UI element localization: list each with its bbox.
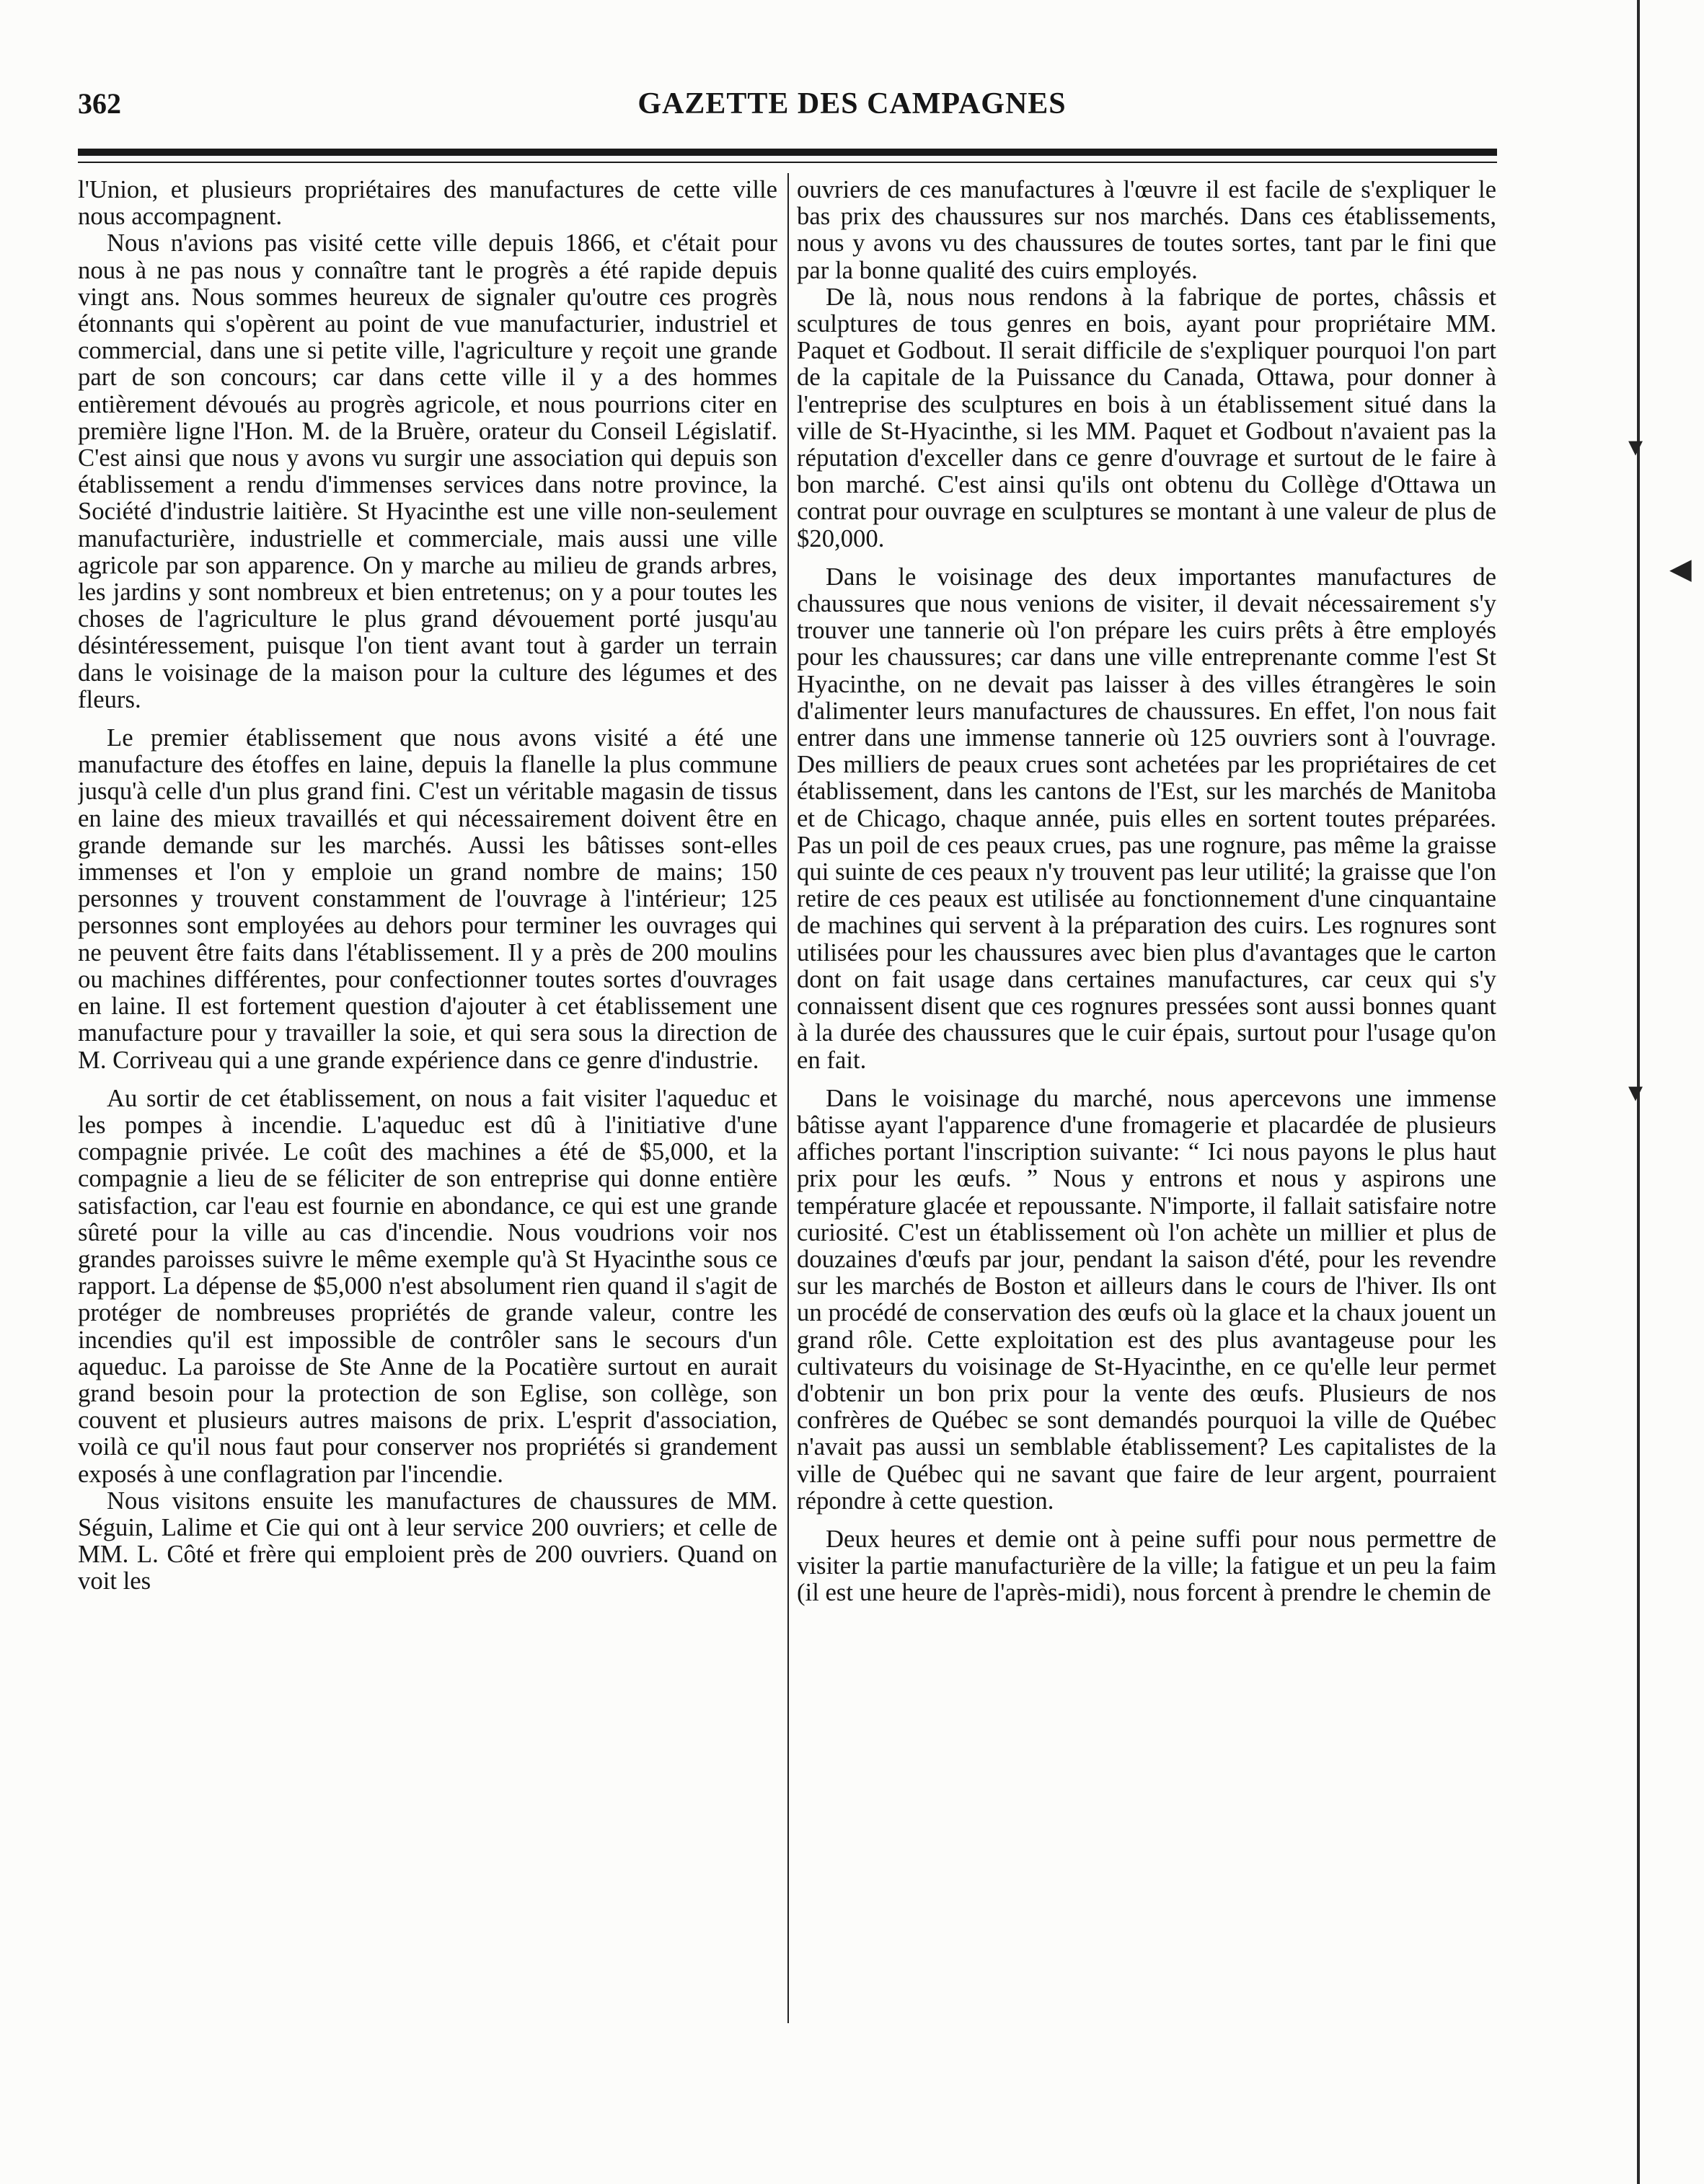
paragraph: Deux heures et demie ont à peine suffi pour nous permettre de visiter la partie manufacturière de la ville; la fatigue et un peu la faim (il est une heure de l'après-midi), nous forcent à prendre le chemin de [797, 1524, 1496, 1607]
paragraph: Dans le voisinage du marché, nous apercevons une immense bâtisse ayant l'apparence d'une fromagerie et placardée de plusieurs affiches portant l'inscription suivante: “ Ici nous payons le plus haut prix pour les œufs. ” Nous y entrons et nous y aspirons une température glacée et repoussante. N'importe, il fallait satisfaire notre curiosité. C'est un établissement où l'on achète un millier et plus de douzaines d'œufs par jour, pendant la saison d'été, pour les revendre sur les marchés de Boston et ailleurs dans le cours de l'hiver. Ils ont un procédé de conservation des œufs où la glace et la chaux jouent un grand rôle. Cette exploitation est des plus avantageuse pour les cultivateurs du voisinage de St-Hyacinthe, en ce qu'elle leur permet d'obtenir un bon prix pour la vente des œufs. Plusieurs de nos confrères de Québec se sont demandés pourquoi la ville de Québec n'avait pas aussi un semblable établissement? Les capitalistes de la ville de Québec qui ne savant que faire de leur argent, pourraient répondre à cette question. [797, 1083, 1496, 1515]
paragraph: Nous n'avions pas visité cette ville depuis 1866, et c'était pour nous à ne pas nous y connaître tant le progrès a été rapide depuis vingt ans. Nous sommes heureux de signaler qu'outre ces progrès étonnants qui s'opèrent au point de vue manufacturier, industriel et commercial, dans une si petite ville, l'agriculture y reçoit une grande part de son concours; car dans cette ville il y a des hommes entièrement dévoués au progrès agricole, et nous pourrions citer en première ligne l'Hon. M. de la Bruère, orateur du Conseil Législatif. C'est ainsi que nous y avons vu surgir une association qui depuis son établissement a rendu d'immenses services dans notre province, la Société d'industrie laitière. St Hyacinthe est une ville non-seulement manufacturière, industrielle et commerciale, mais aussi une ville agricole par son apparence. On y marche au milieu de grands arbres, les jardins y sont nombreux et bien entretenus; on y a pour toutes les choses de l'agriculture le plus grand dévouement porté jusqu'au désintéressement, puisque l'on tient avant tout à garder un terrain dans le voisinage de la maison pour la culture des légumes et des fleurs. [78, 229, 777, 713]
left-column [78, 176, 777, 2051]
paragraph: ouvriers de ces manufactures à l'œuvre il est facile de s'expliquer le bas prix des chaussures sur nos marchés. Dans ces établissements, nous y avons vu des chaussures de toutes sortes, tant par le fini que par la bonne qualité des cuirs employés. [797, 176, 1496, 284]
running-title: GAZETTE DES CAMPAGNES [637, 87, 1067, 120]
page-number: 362 [78, 87, 121, 120]
paragraph: l'Union, et plusieurs propriétaires des manufactures de cette ville nous accompagnent. [78, 176, 777, 231]
paragraph: Nous visitons ensuite les manufactures de chaussures de MM. Séguin, Lalime et Cie qui ont à leur service 200 ouvriers; et celle de MM. L. Côté et frère qui emploient près de 200 ouvriers. Quand on voit les [78, 1486, 777, 1595]
column-divider [787, 173, 789, 2023]
paragraph: Le premier établissement que nous avons visité a été une manufacture des étoffes en laine, depuis la flanelle la plus commune jusqu'à celle d'un plus grand fini. C'est un véritable magasin de tissus en laine des mieux travaillés et qui nécessairement doivent être en grande demande sur les marchés. Aussi les bâtisses sont-elles immenses et l'on y emploie un grand nombre de mains; 150 personnes y trouvent constamment de l'ouvrage à l'intérieur; 125 personnes sont employées au dehors pour terminer les ouvrages qui ne peuvent être faits dans l'établissement. Il y a près de 200 moulins ou machines différentes, pour confectionner toutes sortes d'ouvrages en laine. Il est fortement question d'ajouter à cet établissement une manufacture pour y travailler la soie, et qui sera sous la direction de M. Corriveau qui a une grande expérience dans ce genre d'industrie. [78, 723, 777, 1074]
margin-blot-icon: ▾ [1628, 430, 1643, 462]
header-rule-thin [78, 162, 1497, 163]
paragraph: Dans le voisinage des deux importantes manufactures de chaussures que nous venions de visiter, il devait nécessairement s'y trouver une tannerie où l'on prépare les cuirs prêts à être employés pour les chaussures; car dans une ville entreprenante comme l'est St Hyacinthe, on ne devait pas laisser à des villes étrangères le soin d'alimenter leurs manufactures de chaussures. En effet, l'on nous fait entrer dans une immense tannerie où 125 ouvriers sont à l'ouvrage. Des milliers de peaux crues sont achetées par les propriétaires de cet établissement, dans les cantons de l'Est, sur les marchés de Manitoba et de Chicago, chaque année, puis elles en sortent toutes préparées. Pas un poil de ces peaux crues, pas une rognure, pas même la graisse qui suinte de ces peaux n'y trouvent pas leur utilité; la graisse que l'on retire de ces peaux est utilisée au fonctionnement d'une cinquantaine de machines qui servent à la préparation des cuirs. Les rognures sont utilisées pour les chaussures avec bien plus d'avantages que le carton dont on fait usage dans certaines manufactures, car ceux qui s'y connaissent disent que ces rognures pressées sont aussi bonnes quant à la durée des chaussures que le cuir épais, surtout pour l'usage qu'on en fait. [797, 562, 1496, 1074]
header-rule-thick [78, 149, 1497, 156]
paragraph: Au sortir de cet établissement, on nous a fait visiter l'aqueduc et les pompes à incendie. L'aqueduc est dû à l'initiative d'une compagnie privée. Le coût des machines a été de $5,000, et la compagnie a lieu de se féliciter de son entreprise qui donne entière satisfaction, car l'eau est fournie en abondance, ce qui est une grande sûreté pour la ville au cas d'incendie. Nous voudrions voir nos grandes paroisses suivre le même exemple qu'à St Hyacinthe sous ce rapport. La dépense de $5,000 n'est absolument rien quand il s'agit de protéger de nombreuses propriétés de grande valeur, contre les incendies qu'il est impossible de contrôler sans le secours d'un aqueduc. La paroisse de Ste Anne de la Pocatière surtout en aurait grand besoin pour la protection de son Eglise, son collège, son couvent et plusieurs autres maisons de prix. L'esprit d'association, voilà ce qu'il nous faut pour conserver nos propriétés si grandement exposés à une conflagration par l'incendie. [78, 1083, 777, 1488]
margin-arrow-icon: ◀ [1669, 552, 1692, 585]
right-column [797, 176, 1496, 2051]
paragraph: De là, nous nous rendons à la fabrique de portes, châssis et sculptures de tous genres en bois, ayant pour propriétaire MM. Paquet et Godbout. Il serait difficile de s'expliquer pourquoi l'on part de la capitale de la Puissance du Canada, Ottawa, pour donner à l'entreprise des sculptures en bois à un établissement situé dans la ville de St-Hyacinthe, si les MM. Paquet et Godbout n'avaient pas la réputation d'exceller dans ce genre d'ouvrage et surtout de le faire à bon marché. C'est ainsi qu'ils ont obtenu du Collège d'Ottawa un contrat pour ouvrage en sculptures se montant à une valeur de plus de $20,000. [797, 282, 1496, 552]
margin-blot-icon: ▾ [1628, 1075, 1643, 1108]
scan-margin [1529, 0, 1704, 2184]
